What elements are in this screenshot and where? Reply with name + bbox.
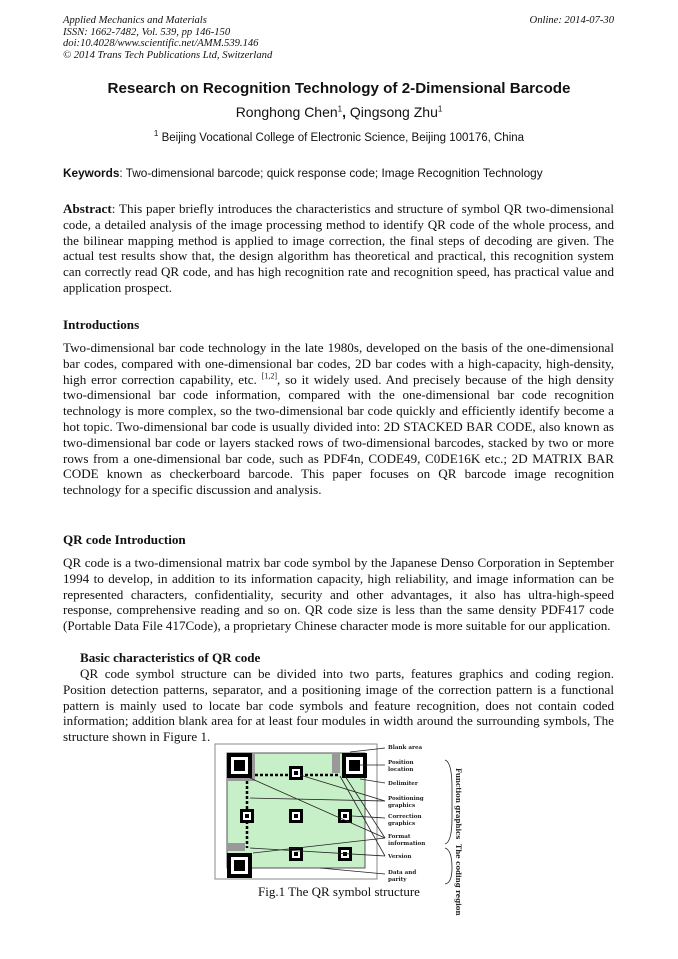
fig-label: graphics (388, 803, 416, 809)
keywords (63, 166, 543, 180)
subsection-heading: Basic characteristics of QR code (80, 650, 261, 665)
fig-label: Position (388, 760, 414, 766)
fig-label: graphics (388, 821, 416, 827)
fig-label: Data and (388, 870, 417, 876)
author-sup: 1 (437, 104, 443, 114)
text: , so it widely used. And precisely because of the high density two-dimensional bar code information, compared with the one-dimensional bar code recognition technology is more complex, so the two-dimensional bar code quickly and efficiently identify become a hot topic. Two-dimensional bar code is usually divided into: 2D STACKED BAR CODE, also known as two-dimensional bar code or layers stacked rows of two-dimensional barcodes, stacked by two or more rows from a one-dimensional bar code, such as PDF4n, CODE49, C0DE16K etc.; 2D MATRIX BAR CODE known as checkerboard barcode. This paper focuses on QR barcode image recognition technology for a specific discussion and analysis. (63, 371, 615, 498)
fig-label: Blank area (388, 745, 423, 751)
abstract-label: Abstract (63, 201, 112, 216)
introductions-paragraph (63, 340, 614, 498)
fig-label: Format (388, 834, 411, 840)
journal-header (63, 15, 272, 61)
fig-label: Delimiter (388, 781, 418, 787)
section-heading: Introductions (63, 317, 140, 332)
issn: ISSN: 1662-7482, Vol. 539, pp 146-150 (63, 26, 231, 38)
fig-label: Positioning (388, 796, 424, 802)
fig-label: location (388, 767, 414, 773)
abstract (63, 201, 614, 296)
section-heading: QR code Introduction (63, 532, 186, 547)
fig-label: Correction (388, 814, 422, 820)
fig-label: Version (388, 854, 412, 860)
basic-paragraph: QR code symbol structure can be divided into two parts, features graphics and coding region. Position detection patterns, separator, and a positioning image of the correction pattern is a functional pattern is mainly used to locate bar code symbols and feature recognition, does not contain coded information; addition blank area for at least four modules in width around the surrounding symbols, The structure shown in Figure 1. (63, 666, 614, 745)
qr-intro-paragraph: QR code is a two-dimensional matrix bar code symbol by the Japanese Denso Corporation in September 1994 to develop, in addition to its information capacity, high reliability, and image information can be represented characters, confidentiality, security and other advantages, it also has ultra-high-speed response, comprehensive reading and so on. QR code size is less than the same density PDF417 code (Portable Data File 417Code), a proprietary Chinese character mode is more suitable for our application. (63, 555, 614, 634)
affil-text: Beijing Vocational College of Electronic Science, Beijing 100176, China (158, 132, 525, 144)
affil-sup: 1 (153, 129, 159, 139)
author-sup: 1 (337, 104, 343, 114)
author: Ronghong Chen (235, 104, 338, 120)
paper-title: Research on Recognition Technology of 2-Dimensional Barcode (107, 80, 571, 97)
online-date: Online: 2014-07-30 (529, 15, 614, 26)
fig-label: parity (388, 877, 407, 883)
citation: [1,2] (261, 371, 277, 381)
author-sep: , (342, 104, 350, 120)
fig-label: information (388, 841, 426, 847)
journal-name: Applied Mechanics and Materials (63, 15, 207, 26)
copyright: © 2014 Trans Tech Publications Ltd, Switzerland (63, 49, 273, 61)
group-label: The coding region (454, 844, 463, 916)
text: Two-dimensional bar code technology in the late 1980s, developed on the basis of the one-dimensional bar codes, compared with one-dimensional bar codes, 2D bar codes with a high-capacity, high-density, high error correction capability, etc. (63, 340, 614, 387)
group-label: Function graphics (454, 768, 463, 840)
abstract-text: : This paper briefly introduces the characteristics and structure of symbol QR two-dimensional code, a detailed analysis of the image processing method to identify QR code of the whole process, and the bilinear mapping method is applied to image correction, the final steps of decoding are given. The actual test results show that, the design algorithm has theoretical and practical, this recognition system can correctly read QR code, and has high recognition rate and recognition speed, has practical value and application prospect. (63, 201, 614, 295)
keywords-text: : Two-dimensional barcode; quick response code; Image Recognition Technology (119, 166, 543, 180)
figure-caption: Fig.1 The QR symbol structure (258, 884, 420, 899)
affiliation (0, 129, 678, 144)
authors (0, 104, 678, 120)
author: Qingsong Zhu (349, 104, 438, 120)
keywords-label: Keywords (63, 166, 120, 180)
doi-link[interactable]: doi:10.4028/www.scientific.net/AMM.539.146 (63, 38, 259, 50)
